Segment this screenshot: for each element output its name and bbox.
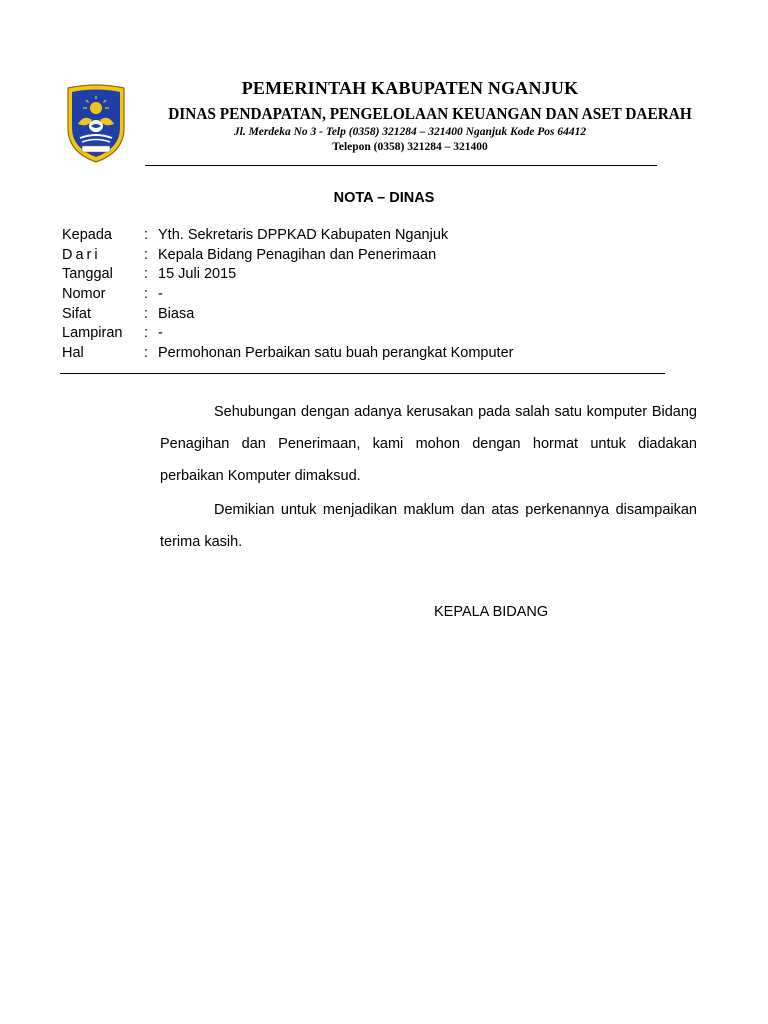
field-label: Kepada — [62, 227, 112, 243]
field-row-nomor — [62, 285, 513, 305]
field-colon: : — [144, 227, 149, 243]
field-label: Lampiran — [62, 325, 123, 342]
letterhead-agency: DINAS PENDAPATAN, PENGELOLAAN KEUANGAN DAN ASET DAERAH — [168, 104, 692, 123]
body-paragraph-2-text: Demikian untuk menjadikan maklum dan atas perkenannya disampaikan terima kasih. — [160, 502, 697, 550]
field-colon: : — [144, 266, 149, 283]
field-value: Kepala Bidang Penagihan dan Penerimaan — [158, 246, 437, 263]
body-paragraph-1 — [160, 396, 697, 492]
field-label: Nomor — [62, 286, 106, 303]
field-row-hal — [62, 344, 513, 364]
body-paragraph-1-text: Sehubungan dengan adanya kerusakan pada salah satu komputer Bidang Penagihan dan Penerimaan, kami mohon dengan hormat untuk diadakan perbaikan Komputer dimaksud. — [160, 404, 697, 484]
kabupaten-nganjuk-emblem-icon — [64, 84, 128, 164]
field-value: - — [158, 325, 163, 342]
field-row-dari — [62, 246, 513, 266]
field-label: Sifat — [62, 305, 92, 322]
field-label: Dari — [62, 246, 101, 263]
field-label: Tanggal — [62, 266, 113, 283]
field-row-lampiran — [62, 324, 513, 344]
memo-fields — [62, 226, 513, 364]
letterhead-government: PEMERINTAH KABUPATEN NGANJUK — [241, 78, 579, 98]
signature-title: KEPALA BIDANG — [434, 604, 549, 620]
document-title: NOTA – DINAS — [333, 190, 435, 206]
letterhead-telephone: Telepon (0358) 321284 – 321400 — [332, 141, 488, 153]
field-value: 15 Juli 2015 — [158, 266, 237, 283]
field-colon: : — [144, 325, 149, 342]
field-value: - — [158, 286, 163, 303]
field-row-tanggal — [62, 265, 513, 285]
field-row-kepada — [62, 226, 513, 246]
field-colon: : — [144, 345, 149, 362]
letterhead-address: Jl. Merdeka No 3 - Telp (0358) 321284 – 321400 Nganjuk Kode Pos 64412 — [233, 126, 587, 138]
field-value: Biasa — [158, 305, 195, 322]
header-divider — [60, 373, 665, 374]
letterhead-divider — [145, 165, 657, 166]
field-colon: : — [144, 286, 149, 303]
field-value: Yth. Sekretaris DPPKAD Kabupaten Nganjuk — [158, 227, 449, 243]
field-value: Permohonan Perbaikan satu buah perangkat Komputer — [158, 345, 514, 362]
field-row-sifat — [62, 305, 513, 325]
field-label: Hal — [62, 345, 84, 362]
field-colon: : — [144, 305, 149, 322]
body-paragraph-2 — [160, 494, 697, 558]
field-colon: : — [144, 246, 149, 263]
